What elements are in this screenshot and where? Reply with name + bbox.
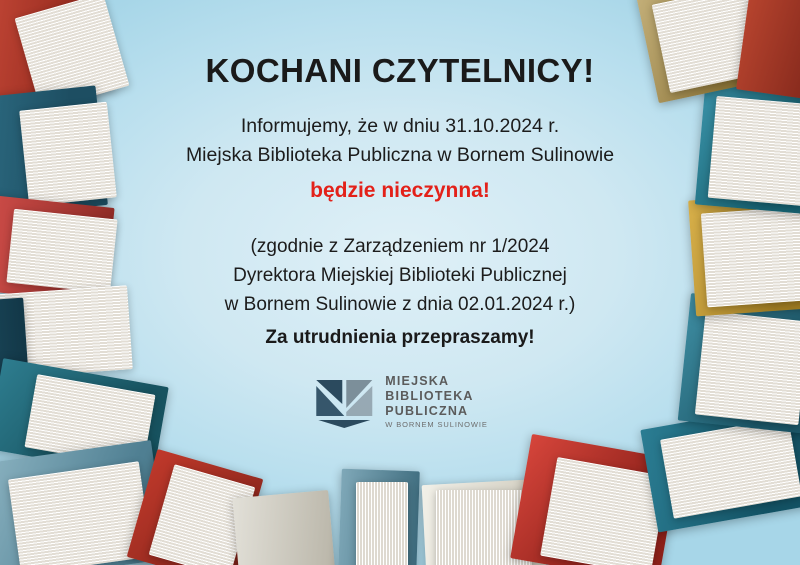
regulation-line-2: Dyrektora Miejskiej Biblioteki Publicznej <box>233 265 567 286</box>
notice-line-1: Informujemy, że w dniu 31.10.2024 r. <box>240 115 560 137</box>
regulation-line-3: w Bornem Sulinowie z dnia 02.01.2024 r.) <box>224 294 576 315</box>
page-title: KOCHANI CZYTELNICY! <box>205 52 595 89</box>
notice-paragraph-1 <box>0 112 800 205</box>
logo-line-4: W BORNEM SULINOWIE <box>385 419 488 429</box>
logo-line-3: PUBLICZNA <box>385 403 469 418</box>
library-logo <box>312 370 487 434</box>
logo-line-1: MIEJSKA <box>385 374 450 389</box>
notice-paragraph-2 <box>0 232 800 319</box>
notice-line-2: Miejska Biblioteka Publiczna w Bornem Sulinowie <box>185 144 615 166</box>
regulation-line-1: (zgodnie z Zarządzeniem nr 1/2024 <box>250 236 550 257</box>
apology-text: Za utrudnienia przepraszamy! <box>265 327 535 348</box>
logo-line-2: BIBLIOTEKA <box>385 389 474 404</box>
library-logo-icon <box>312 370 376 434</box>
library-logo-text <box>385 374 487 429</box>
closure-highlight: będzie nieczynna! <box>310 179 490 202</box>
